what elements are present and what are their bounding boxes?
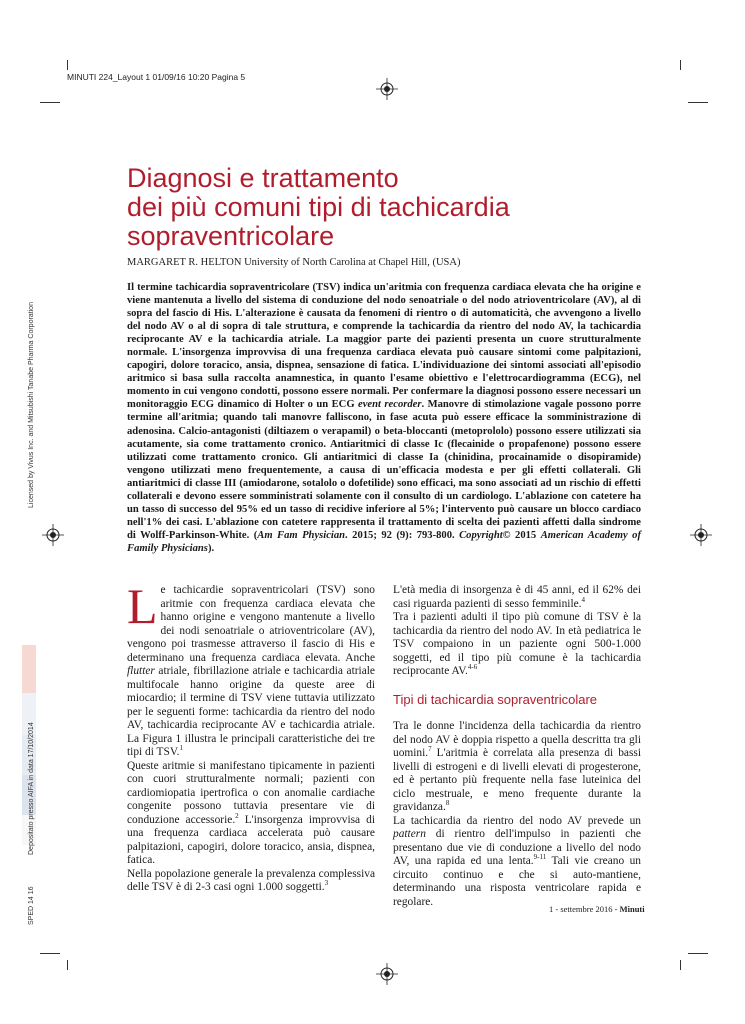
publisher-name: American Academy of Family Physicians (127, 529, 641, 554)
copyright-label: Copyright (459, 529, 503, 541)
author-line: MARGARET R. HELTON University of North Carolina at Chapel Hill, (USA) (127, 257, 461, 268)
body-text: L'aritmia è correlata alla presenza di bassi livelli di estrogeni e di livelli elevati di progesterone, ed è pertanto più frequente nella fase luteinica del ciclo mestruale, e meno frequente durante la gravidanza. (393, 747, 641, 813)
title-line: sopraventricolare (127, 221, 335, 251)
body-column-left (127, 578, 375, 895)
body-text: Queste aritmie si manifestano tipicamente in pazienti con cuori strutturalmente normali; pazienti con cardiomiopatia ipertrofica o con anomalie cardiache congenite possono tuttavia presentare vie di conduzione accessorie. (127, 759, 375, 826)
title-line: Diagnosi e trattamento (127, 163, 399, 193)
sped-note: SPED 14 16 (28, 886, 35, 925)
body-paragraph (393, 815, 641, 910)
body-text: Tra i pazienti adulti il tipo più comune di TSV è la tachicardia da rientro del nodo AV. In età pediatrica le TSV compaiono in un paziente ogni 500-1.000 soggetti, ed il tipo più comune è la tachicardia reciprocante AV. (393, 611, 641, 677)
body-paragraph (127, 578, 375, 760)
drop-cap: L (127, 578, 158, 634)
crop-mark (67, 60, 68, 70)
body-text: La tachicardia da rientro del nodo AV prevede un (393, 814, 641, 827)
body-paragraph (127, 760, 375, 868)
copyright-year: © 2015 (502, 529, 541, 541)
registration-mark-icon (690, 524, 712, 546)
reference-number: 4-6 (467, 663, 478, 672)
body-emphasis: pattern (393, 828, 426, 840)
registration-mark-icon (376, 78, 398, 100)
crop-mark (40, 102, 60, 103)
body-emphasis: flutter (127, 665, 155, 677)
reference-number: 9-11 (533, 853, 547, 862)
body-text: Tali vie creano un circuito continuo e che si auto-mantiene, determinando una risposta ventricolare rapida e regolare. (393, 855, 641, 908)
body-text: L'età media di insorgenza è di 45 anni, ed il 62% dei casi riguarda pazienti di sesso femminile. (393, 584, 641, 610)
body-paragraph (393, 720, 641, 815)
article-title (127, 164, 647, 251)
body-text: Tra le donne l'incidenza della tachicardia da rientro del nodo AV è doppia rispetto a quella descritta tra gli uomini. (393, 720, 641, 759)
reference-number: 1 (179, 744, 183, 753)
deposit-note: Depositato presso AIFA in data 17/10/2014 (28, 722, 35, 855)
crop-mark (688, 953, 708, 954)
abstract (127, 281, 641, 555)
registration-mark-icon (42, 524, 64, 546)
license-note: Licensed by Vivus Inc. and Mitsubishi Tanabe Pharma Corporation (28, 302, 35, 508)
reference-number: 8 (445, 799, 450, 808)
registration-mark-icon (376, 963, 398, 985)
body-paragraph (127, 868, 375, 895)
body-text: L'insorgenza improvvisa di una frequenza cardiaca accelerata può causare palpitazioni, capogiri, dolore toracico, ansia, dispnea, fatica. (127, 813, 375, 866)
citation: . 2015; 92 (9): 793-800. (345, 529, 460, 541)
reference-number: 3 (324, 879, 329, 888)
crop-mark (40, 953, 60, 954)
body-text: di rientro dell'impulso in pazienti che presentano due vie di conduzione a livello del nodo AV, una rapida ed una lenta. (393, 828, 641, 867)
body-paragraph (393, 584, 641, 611)
crop-mark (688, 102, 708, 103)
body-text: Nella popolazione generale la prevalenza complessiva delle TSV è di 2-3 casi ogni 1.000 soggetti. (127, 867, 375, 893)
print-slug: MINUTI 224_Layout 1 01/09/16 10:20 Pagina 5 (67, 72, 246, 82)
crop-mark (680, 960, 681, 970)
color-band (22, 645, 36, 693)
abstract-emphasis: event recorder (358, 399, 422, 411)
page-footer (549, 904, 645, 914)
body-paragraph (393, 611, 641, 679)
section-subheading: Tipi di tachicardia sopraventricolare (393, 691, 598, 707)
crop-mark (680, 60, 681, 70)
journal-folio-name: Minuti (619, 904, 645, 914)
title-line: dei più comuni tipi di tachicardia (127, 192, 510, 222)
journal-name: Am Fam Physician (257, 529, 346, 541)
abstract-text: . Manovre di stimolazione vagale possono porre termine all'aritmia; quando tali manovre falliscono, in fase acuta può essere efficace la somministrazione di adenosina. Calcio-antagonisti (diltiazem o verapamil) o beta-bloccanti (metoprololo) possono essere utilizzati sia acutamente, sia come trattamento cronico. Antiaritmici di classe Ic (flecainide o propafenone) possono essere utilizzati come trattamento cronico. Gli antiaritmici di classe Ia (chinidina, procainamide o disopiramide) vengono utilizzati meno frequentemente, a causa di un'efficacia modesta e per gli effetti collaterali. Gli antiaritmici di classe III (amiodarone, sotalolo o dofetilide) sono efficaci, ma sono associati ad un rischio di effetti collaterali e devono essere somministrati solamente con il consulto di un cardiologo. L'ablazione con catetere ha un tasso di successo del 95% ed un tasso di recidive inferiore al 5%; l'intervento può causare un blocco cardiaco nell'1% dei casi. L'ablazione con catetere rappresenta il trattamento di scelta dei pazienti affetti dalla sindrome di Wolff-Parkinson-White. ( (127, 399, 641, 541)
abstract-text: ). (207, 542, 215, 554)
body-text: atriale, fibrillazione atriale e tachicardia atriale multifocale hanno origine da queste aree di miocardio; il termine di TSV viene tuttavia utilizzato per le seguenti forme: tachicardia da rientro del nodo AV, tachicardia reciprocante AV e tachicardia atriale. La Figura 1 illustra le principali caratteristiche dei tre tipi di TSV. (127, 665, 375, 758)
reference-number: 2 (235, 811, 239, 820)
body-column-right (393, 584, 641, 909)
reference-number: 7 (428, 745, 432, 754)
body-text: e tachicardie sopraventricolari (TSV) sono aritmie con frequenza cardiaca elevata che hanno origine e vengono mantenute a livello dei nodi senoatriale o atrioventricolare (AV), vengono poi trasmesse attraverso il fascio di His e determinano una frequenza cardiaca elevata. Anche (127, 584, 375, 664)
crop-mark (67, 960, 68, 970)
footer-date: 1 - settembre 2016 - (549, 904, 620, 914)
abstract-text: Il termine tachicardia sopraventricolare (TSV) indica un'aritmia con frequenza cardiaca elevata che ha origine e viene mantenuta a livello del sistema di conduzione del nodo senoatriale o del nodo atrioventricolare (AV), al di sopra del fascio di His. L'alterazione è causata da fenomeni di rientro o di automaticità, che avvengono a livello del nodo AV o al di sopra di tale struttura, e comprende la tachicardia da rientro del nodo AV, la tachicardia reciprocante AV e la tachicardia atriale. La maggior parte dei pazienti presenta un cuore strutturalmente normale. L'insorgenza improvvisa di una frequenza cardiaca elevata può causare sintomi come palpitazioni, capogiri, dolore toracico, ansia, dispnea, sensazione di fatica. L'individuazione dei sintomi associati all'episodio aritmico si basa sulla raccolta anamnestica, in quanto l'esame obiettivo e l'elettrocardiogramma (ECG), nel momento in cui vengono condotti, possono essere normali. Per confermare la diagnosi possono essere necessari un monitoraggio ECG dinamico di Holter o un ECG (127, 282, 641, 411)
reference-number: 4 (581, 595, 586, 604)
